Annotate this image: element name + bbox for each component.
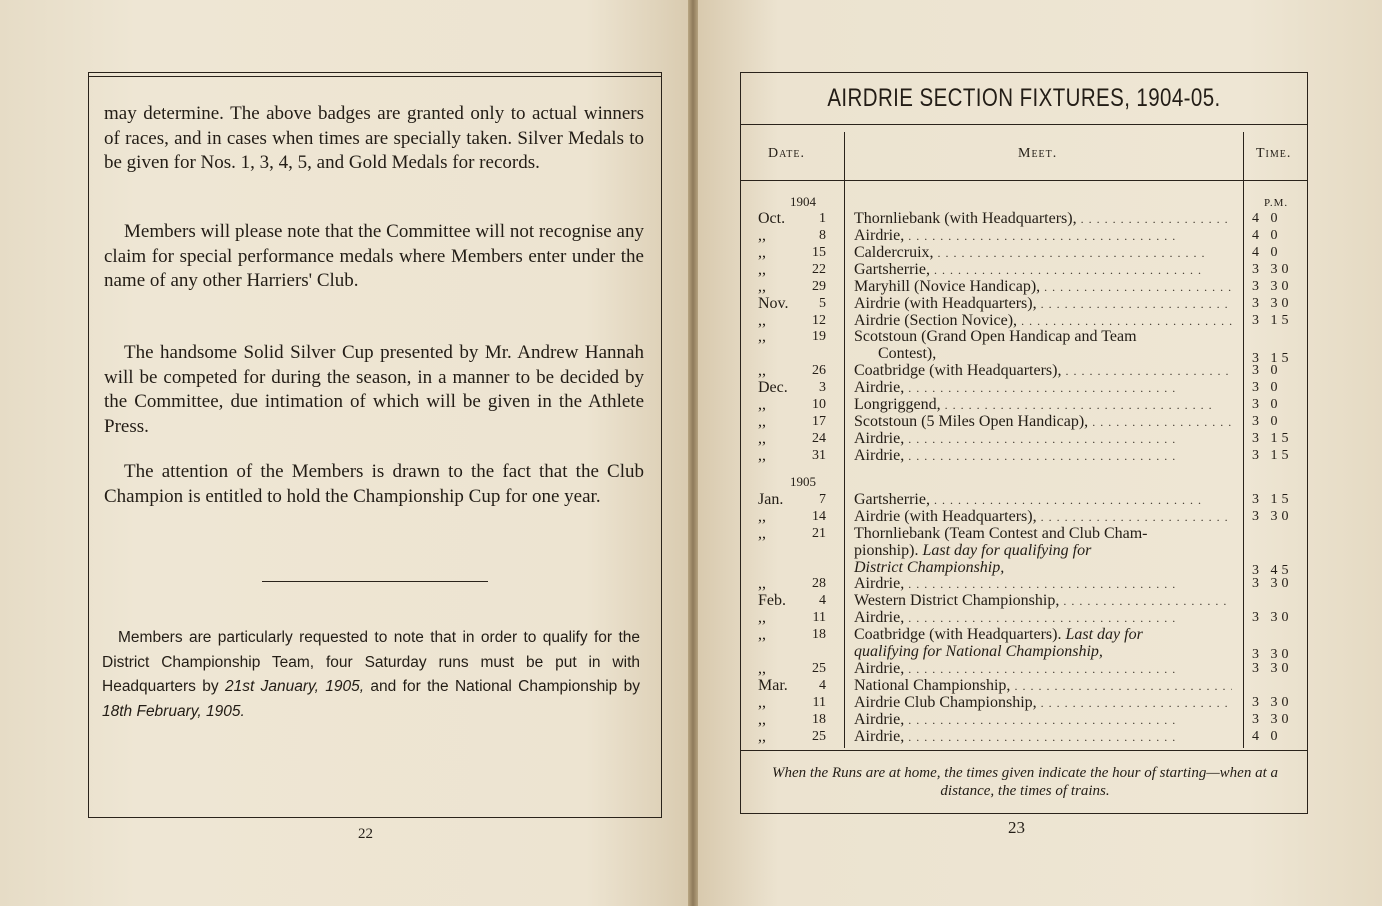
row-month: ,, — [758, 413, 766, 430]
row-day: 11 — [812, 610, 826, 625]
row-time: 3 30 — [1252, 712, 1293, 727]
row-time: 3 30 — [1252, 647, 1293, 662]
paragraph-club-champion: The attention of the Members is drawn to the fact that the Club Champion is entitled to hold the Championship Cup for one year. — [104, 461, 644, 507]
row-time: 3 0 — [1252, 380, 1282, 395]
row-month: ,, — [758, 660, 766, 677]
paragraph-badges: may determine. The above badges are granted only to actual winners of races, and in cases when times are specially taken. Silver Medals to be given for Nos. 1, 3, 4, 5, and Gold Medals for records. — [104, 103, 644, 173]
row-meet: Maryhill (Novice Handicap), . . — [854, 278, 1232, 296]
row-time: 3 0 — [1252, 414, 1282, 429]
table-row — [744, 660, 1304, 677]
year-label-1904: 1904 — [790, 194, 816, 209]
column-header-date: Date. — [768, 146, 805, 161]
row-meet: Airdrie, . . — [854, 227, 1232, 245]
row-meet: Airdrie, . . — [854, 711, 1232, 729]
row-day: 22 — [812, 262, 826, 277]
fixtures-footnote: When the Runs are at home, the times given indicate the hour of starting—when at a distance, the times of trains. — [771, 765, 1279, 799]
row-month: ,, — [758, 447, 766, 464]
row-meet: Airdrie, . . — [854, 728, 1232, 746]
row-month: ,, — [758, 728, 766, 745]
row-meet: Scotstoun (Grand Open Handicap and Team — [854, 328, 1137, 345]
book-gutter — [688, 0, 698, 906]
row-month: Mar. — [758, 677, 788, 694]
row-time: 3 0 — [1252, 397, 1282, 412]
table-row — [744, 396, 1304, 413]
row-day: 4 — [819, 593, 826, 608]
row-month: ,, — [758, 575, 766, 592]
row-time: 3 15 — [1252, 492, 1293, 507]
row-month: ,, — [758, 626, 766, 643]
row-month: ,, — [758, 508, 766, 525]
row-time: 3 30 — [1252, 296, 1293, 311]
row-day: 12 — [812, 313, 826, 328]
row-day: 5 — [819, 296, 826, 311]
notice-date-2: 18th February, 1905. — [102, 702, 245, 720]
row-month: Feb. — [758, 592, 786, 609]
notice-qualification — [102, 626, 640, 724]
row-day: 10 — [812, 397, 826, 412]
table-row — [744, 508, 1304, 525]
row-time: 3 15 — [1252, 313, 1293, 328]
row-meet-line-3-italic: District Championship, — [854, 559, 1005, 576]
header-underline — [740, 180, 1308, 181]
table-row — [744, 244, 1304, 261]
table-row — [744, 491, 1304, 508]
row-meet: Airdrie, . . — [854, 609, 1232, 627]
table-bottom-rule — [740, 750, 1308, 751]
row-month: Oct. — [758, 210, 786, 227]
row-time: 3 15 — [1252, 448, 1293, 463]
row-meet: Thornliebank (Team Contest and Club Cham- — [854, 525, 1148, 542]
row-time: 4 0 — [1252, 729, 1282, 744]
row-meet: Coatbridge (with Headquarters). Last day for — [854, 626, 1143, 643]
row-month: Dec. — [758, 379, 788, 396]
row-month: ,, — [758, 244, 766, 261]
row-day: 19 — [812, 329, 826, 344]
row-month: ,, — [758, 312, 766, 329]
row-day: 8 — [819, 228, 826, 243]
row-time: 3 30 — [1252, 610, 1293, 625]
table-row — [744, 728, 1304, 745]
row-meet: Gartsherrie, . . — [854, 261, 1232, 279]
row-meet: Airdrie, . . — [854, 660, 1232, 678]
table-row — [744, 677, 1304, 694]
column-header-meet: Meet. — [1018, 146, 1058, 161]
table-row — [744, 362, 1304, 379]
table-row — [744, 575, 1304, 592]
row-meet: National Championship, . . — [854, 677, 1232, 695]
row-meet: Scotstoun (5 Miles Open Handicap), . . — [854, 413, 1232, 431]
table-row — [744, 430, 1304, 447]
row-month: ,, — [758, 711, 766, 728]
fixtures-title: AIRDRIE SECTION FIXTURES, 1904-05. — [827, 84, 1221, 112]
row-time: 3 30 — [1252, 576, 1293, 591]
notice-date-1: 21st January, 1905, — [224, 678, 365, 695]
row-time: 3 30 — [1252, 661, 1293, 676]
row-day: 3 — [819, 380, 826, 395]
table-row — [744, 278, 1304, 295]
row-meet: Airdrie (with Headquarters), . . — [854, 295, 1232, 313]
row-meet-continued — [854, 559, 1232, 576]
row-day: 18 — [812, 712, 826, 727]
row-month: ,, — [758, 525, 766, 542]
row-meet-line-2: pionship). — [854, 542, 923, 559]
row-meet: Gartsherrie, . . — [854, 491, 1232, 509]
row-month: ,, — [758, 328, 766, 345]
table-row — [744, 447, 1304, 464]
row-month: ,, — [758, 362, 766, 379]
paragraph-medals-claim: Members will please note that the Committee will not recognise any claim for special performance medals where Members enter under the name of any other Harriers' Club. — [104, 221, 644, 291]
row-meet: Airdrie, . . — [854, 430, 1232, 448]
row-meet: Thornliebank (with Headquarters), . . — [854, 210, 1232, 228]
row-meet: Caldercruix, . . — [854, 244, 1232, 262]
table-row — [744, 312, 1304, 329]
page-number-left: 22 — [358, 826, 373, 842]
row-day: 14 — [812, 509, 826, 524]
row-time: 3 45 — [1252, 563, 1293, 578]
table-row — [744, 609, 1304, 626]
row-time: 4 0 — [1252, 245, 1282, 260]
table-row — [744, 379, 1304, 396]
row-day: 11 — [812, 695, 826, 710]
row-meet: Airdrie, . . — [854, 447, 1232, 465]
column-header-time: Time. — [1256, 146, 1292, 161]
row-day: 15 — [812, 245, 826, 260]
row-day: 29 — [812, 279, 826, 294]
row-meet: Airdrie (with Headquarters), . . — [854, 508, 1232, 526]
row-time: 3 30 — [1252, 695, 1293, 710]
table-row — [744, 210, 1304, 227]
row-month: Jan. — [758, 491, 784, 508]
year-label-1905: 1905 — [790, 474, 816, 489]
table-row — [744, 227, 1304, 244]
row-month: ,, — [758, 278, 766, 295]
row-meet: Airdrie Club Championship, . . — [854, 694, 1232, 712]
row-month: ,, — [758, 694, 766, 711]
row-day: 21 — [812, 526, 826, 541]
row-time: 3 15 — [1252, 351, 1293, 366]
row-meet: Airdrie (Section Novice), . . — [854, 312, 1232, 330]
row-month: ,, — [758, 396, 766, 413]
row-meet-continued — [854, 542, 1232, 559]
row-day: 28 — [812, 576, 826, 591]
row-day: 17 — [812, 414, 826, 429]
row-day: 18 — [812, 627, 826, 642]
row-time: 3 30 — [1252, 509, 1293, 524]
row-day: 25 — [812, 661, 826, 676]
row-meet-continued — [854, 643, 1232, 660]
row-meet-line-2: Contest), — [878, 345, 937, 362]
row-day: 24 — [812, 431, 826, 446]
row-time: 4 0 — [1252, 211, 1282, 226]
row-month: ,, — [758, 609, 766, 626]
row-day: 26 — [812, 363, 826, 378]
page-number-right: 23 — [1008, 818, 1025, 837]
table-row — [744, 413, 1304, 430]
notice-text-2: and for the National Championship by — [364, 678, 640, 695]
row-month: ,, — [758, 227, 766, 244]
table-row — [744, 295, 1304, 312]
title-underline — [740, 124, 1308, 125]
row-time: 3 15 — [1252, 431, 1293, 446]
row-meet: Airdrie, . . — [854, 575, 1232, 593]
row-meet-italic: Last day for — [1065, 626, 1143, 643]
table-row — [744, 694, 1304, 711]
pm-label: P.M. — [1264, 197, 1289, 209]
table-row — [744, 711, 1304, 728]
row-time: 3 30 — [1252, 279, 1293, 294]
left-page-top-rule — [88, 76, 662, 77]
notice-text-1: Members are particularly requested to note that in order to qualify for the District Championship Team, four Saturday runs must be put in with Headquarters by — [102, 629, 640, 695]
row-meet: Longriggend, . . — [854, 396, 1232, 414]
row-time: 3 30 — [1252, 262, 1293, 277]
row-meet: Coatbridge (with Headquarters), . . — [854, 362, 1232, 380]
row-meet: Airdrie, . . — [854, 379, 1232, 397]
row-meet-line-2-italic: qualifying for National Championship, — [854, 643, 1103, 660]
row-month: ,, — [758, 430, 766, 447]
section-separator — [262, 581, 488, 582]
row-month: ,, — [758, 261, 766, 278]
row-day: 25 — [812, 729, 826, 744]
row-time: 4 0 — [1252, 228, 1282, 243]
table-row — [744, 592, 1304, 609]
row-day: 31 — [812, 448, 826, 463]
row-day: 1 — [819, 211, 826, 226]
row-month: Nov. — [758, 295, 789, 312]
row-meet-continued — [854, 345, 1232, 362]
row-meet-line-2-italic: Last day for qualifying for — [922, 542, 1092, 559]
row-day: 7 — [819, 492, 826, 507]
table-row — [744, 261, 1304, 278]
row-meet: Western District Championship, . . — [854, 592, 1232, 610]
row-time: 3 0 — [1252, 363, 1282, 378]
row-day: 4 — [819, 678, 826, 693]
paragraph-silver-cup: The handsome Solid Silver Cup presented by Mr. Andrew Hannah will be competed for during the season, in a manner to be decided by the Committee, due intimation of which will be given in the Athlete Press. — [104, 342, 644, 437]
